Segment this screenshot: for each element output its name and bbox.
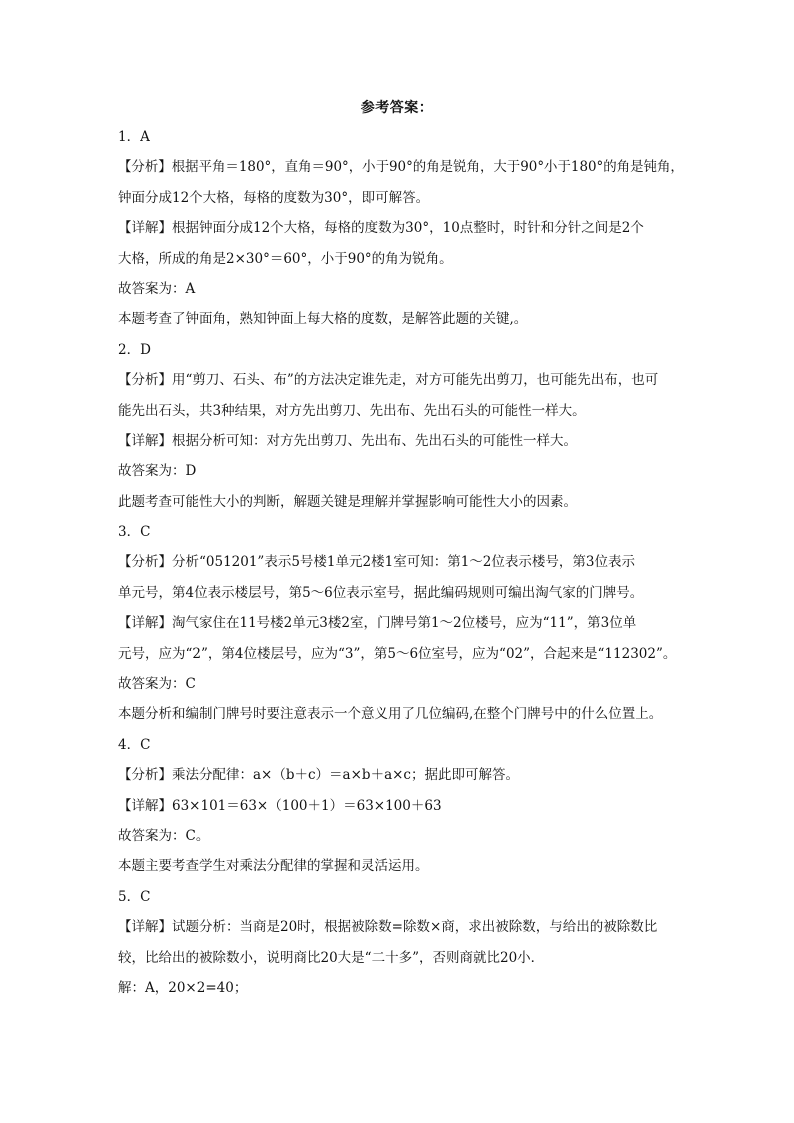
text-line: 故答案为：A (118, 280, 196, 297)
text-line: 故答案为：C。 (118, 827, 210, 844)
text-line: 【详解】淘气家住在11号楼2单元3楼2室，门牌号第1～2位楼号，应为“11”，第3位单 (118, 615, 637, 632)
text-line: 能先出石头，共3种结果，对方先出剪刀、先出布、先出石头的可能性一样大。 (118, 402, 586, 419)
text-line: 【分析】乘法分配律：a×（b＋c）＝a×b＋a×c；据此即可解答。 (118, 767, 519, 784)
text-line: 2．D (118, 341, 151, 358)
text-line: 本题主要考查学生对乘法分配律的掌握和灵活运用。 (118, 858, 429, 875)
text-line: 钟面分成12个大格，每格的度数为30°，即可解答。 (118, 189, 430, 206)
text-line: 1．A (118, 129, 150, 145)
text-line: 较，比给出的被除数小，说明商比20大是“二十多”，否则商就比20小． (118, 949, 545, 966)
text-line: 此题考查可能性大小的判断，解题关键是理解并掌握影响可能性大小的因素。 (118, 493, 577, 510)
text-line: 【详解】试题分析：当商是20时，根据被除数=除数×商，求出被除数，与给出的被除数比 (118, 919, 658, 936)
text-line: 【详解】根据分析可知：对方先出剪刀、先出布、先出石头的可能性一样大。 (118, 432, 577, 449)
page-title: 参考答案： (360, 100, 434, 116)
text-line: 【分析】根据平角＝180°，直角＝90°，小于90°的角是锐角，大于90°小于180°的角是钝角， (118, 159, 684, 176)
text-line: 【分析】用“剪刀、石头、布”的方法决定谁先走，对方可能先出剪刀，也可能先出布，也可 (118, 372, 659, 389)
text-line: 本题考查了钟面角，熟知钟面上每大格的度数，是解答此题的关键,。 (118, 311, 528, 328)
text-line: 【分析】分析“051201”表示5号楼1单元2楼1室可知：第1～2位表示楼号，第3位表示 (118, 554, 635, 571)
text-line: 大格，所成的角是2×30°＝60°，小于90°的角为锐角。 (118, 250, 453, 267)
text-line: 5．C (118, 888, 151, 905)
text-line: 故答案为：C (118, 676, 196, 693)
answer-content (118, 122, 684, 1003)
text-line: 单元号，第4位表示楼层号，第5～6位表示室号，据此编码规则可编出淘气家的门牌号。 (118, 584, 644, 601)
text-line: 【详解】63×101＝63×（100＋1）＝63×100＋63 (118, 797, 442, 814)
text-line: 【详解】根据钟面分成12个大格，每格的度数为30°，10点整时，时针和分针之间是2个 (118, 220, 644, 237)
text-line: 3．C (118, 524, 151, 541)
text-line: 本题分析和编制门牌号时要注意表示一个意义用了几位编码,在整个门牌号中的什么位置上。 (118, 706, 663, 723)
text-line: 解：A，20×2=40； (118, 979, 248, 996)
text-line: 4．C (118, 736, 151, 753)
text-line: 元号，应为“2”，第4位楼层号，应为“3”，第5～6位室号，应为“02”，合起来是“112302”。 (118, 645, 677, 662)
text-line: 故答案为：D (118, 463, 197, 480)
